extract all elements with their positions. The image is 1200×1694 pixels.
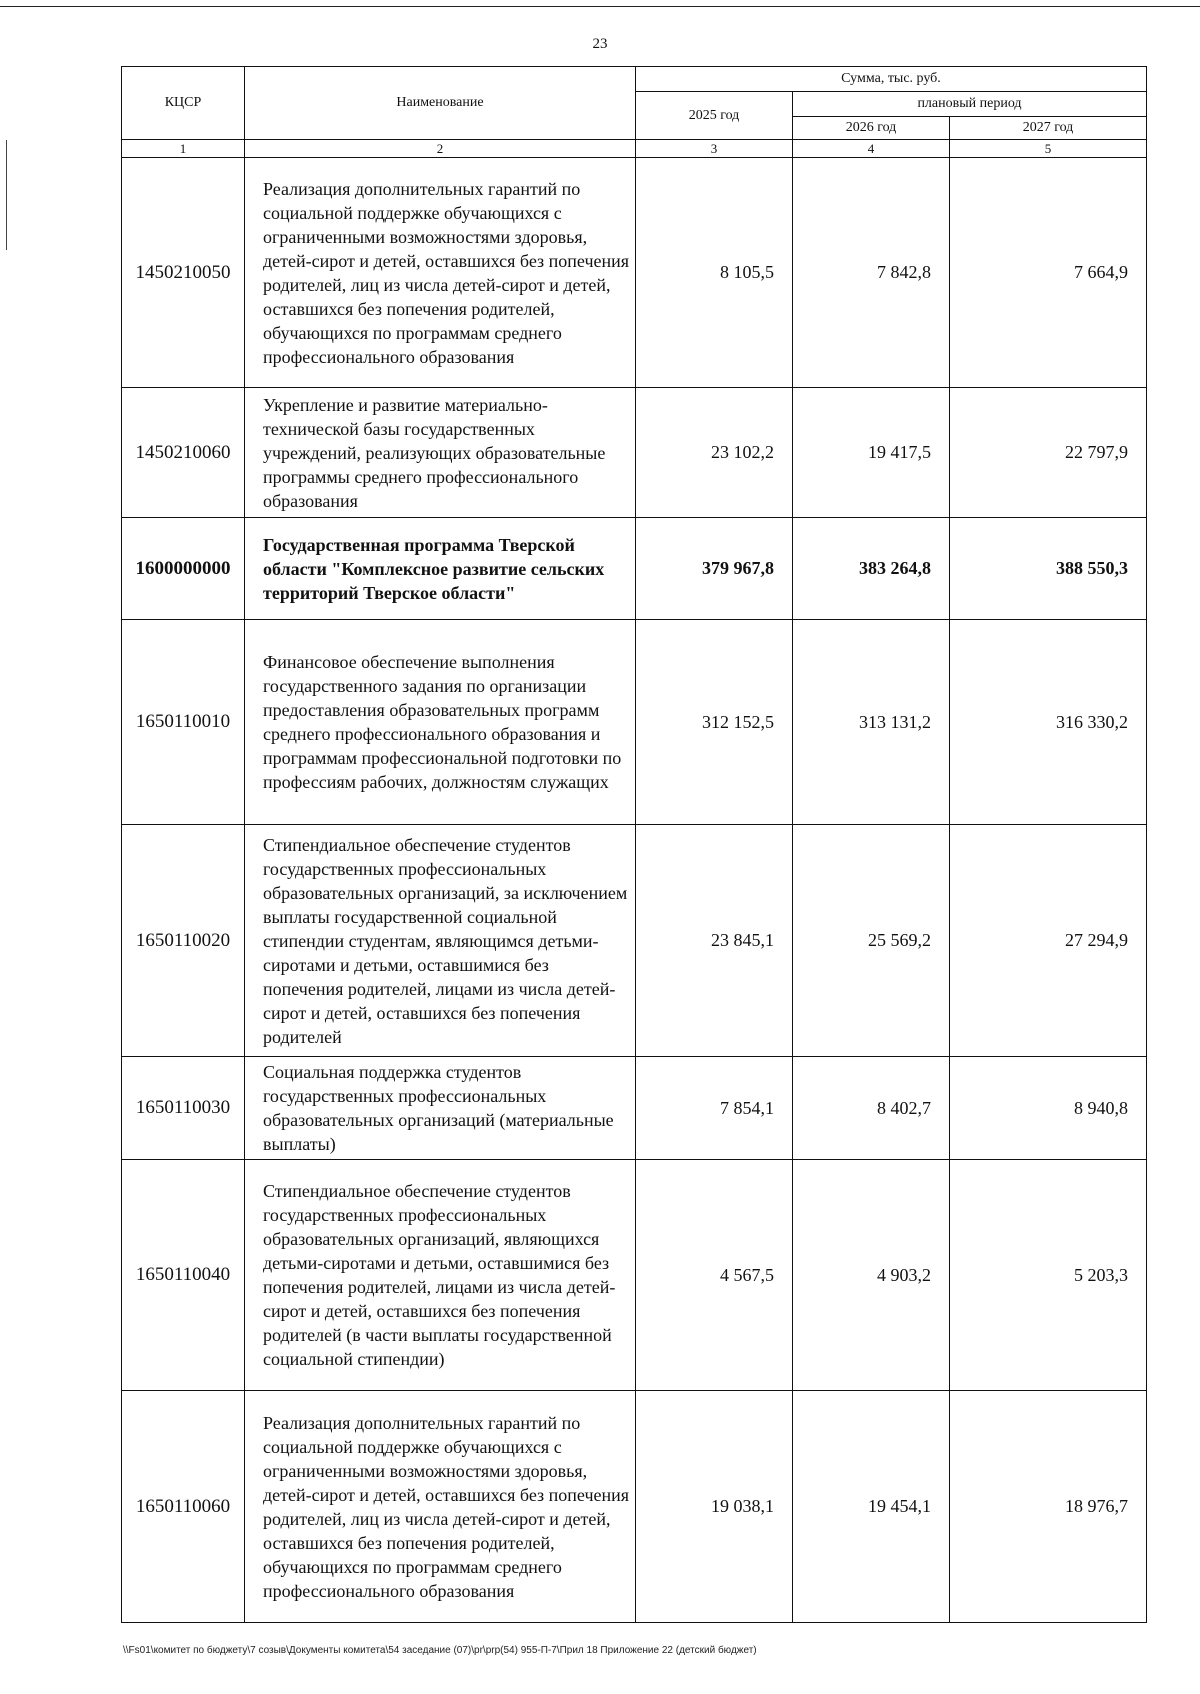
row-name: Реализация дополнительных гарантий по социальной поддержке обучающихся с ограниченными возможностями здоровья, детей-сирот и детей, оставшихся без попечения родителей, лиц из числа детей-сирот и детей, оставшихся без попечения родителей, обучающихся по программам среднего профессионального образования <box>245 1391 636 1623</box>
row-value-2026: 4 903,2 <box>793 1160 950 1391</box>
row-code: 1650110020 <box>122 825 245 1057</box>
row-name: Государственная программа Тверской области "Комплексное развитие сельских территорий Тверское области" <box>245 518 636 620</box>
row-value-2025: 379 967,8 <box>636 518 793 620</box>
row-value-2027: 316 330,2 <box>950 620 1147 825</box>
row-value-2025: 8 105,5 <box>636 158 793 388</box>
header-row-1 <box>122 67 1147 92</box>
header-year-2025: 2025 год <box>636 92 793 140</box>
row-code: 1450210050 <box>122 158 245 388</box>
row-value-2026: 313 131,2 <box>793 620 950 825</box>
row-name: Стипендиальное обеспечение студентов государственных профессиональных образовательных организаций, являющихся детьми-сиротами и детьми, оставшимися без попечения родителей, лицами из числа детей-сирот и детей, оставшихся без попечения родителей (в части выплаты государственной социальной стипендии) <box>245 1160 636 1391</box>
row-value-2025: 4 567,5 <box>636 1160 793 1391</box>
table-row <box>122 1391 1147 1623</box>
row-value-2027: 22 797,9 <box>950 388 1147 518</box>
row-code: 1650110010 <box>122 620 245 825</box>
budget-table <box>121 66 1147 1623</box>
page-number: 23 <box>592 36 608 52</box>
row-value-2026: 19 417,5 <box>793 388 950 518</box>
row-value-2026: 383 264,8 <box>793 518 950 620</box>
row-value-2026: 8 402,7 <box>793 1057 950 1160</box>
row-name: Финансовое обеспечение выполнения государственного задания по организации предоставления образовательных программ среднего профессионального образования и программам профессиональной подготовки по профессиям рабочих, должностям служащих <box>245 620 636 825</box>
header-year-2026: 2026 год <box>793 117 950 140</box>
row-value-2025: 7 854,1 <box>636 1057 793 1160</box>
row-value-2025: 312 152,5 <box>636 620 793 825</box>
row-name: Укрепление и развитие материально-технической базы государственных учреждений, реализующих образовательные программы среднего профессионального образования <box>245 388 636 518</box>
table-row <box>122 388 1147 518</box>
row-code: 1600000000 <box>122 518 245 620</box>
binding-mark <box>6 140 7 250</box>
row-value-2026: 7 842,8 <box>793 158 950 388</box>
row-value-2025: 23 102,2 <box>636 388 793 518</box>
column-number: 4 <box>793 140 950 158</box>
row-value-2025: 19 038,1 <box>636 1391 793 1623</box>
row-code: 1650110060 <box>122 1391 245 1623</box>
row-code: 1650110030 <box>122 1057 245 1160</box>
table-row-program <box>122 518 1147 620</box>
row-value-2026: 19 454,1 <box>793 1391 950 1623</box>
table-row <box>122 1057 1147 1160</box>
row-value-2027: 18 976,7 <box>950 1391 1147 1623</box>
table-row <box>122 620 1147 825</box>
column-number: 1 <box>122 140 245 158</box>
row-name: Реализация дополнительных гарантий по социальной поддержке обучающихся с ограниченными возможностями здоровья, детей-сирот и детей, оставшихся без попечения родителей, лиц из числа детей-сирот и детей, оставшихся без попечения родителей, обучающихся по программам среднего профессионального образования <box>245 158 636 388</box>
top-rule <box>0 6 1200 7</box>
footer-file-path: \\Fs01\комитет по бюджету\7 созыв\Документы комитета\54 заседание (07)\pr\prp(54) 955-П-7\Прил 18 Приложение 22 (детский бюджет) <box>123 1645 757 1656</box>
table-row <box>122 158 1147 388</box>
row-value-2026: 25 569,2 <box>793 825 950 1057</box>
row-value-2027: 8 940,8 <box>950 1057 1147 1160</box>
header-amount: Сумма, тыс. руб. <box>636 67 1147 92</box>
header-code: КЦСР <box>122 67 245 140</box>
row-value-2027: 7 664,9 <box>950 158 1147 388</box>
column-number: 3 <box>636 140 793 158</box>
row-value-2027: 5 203,3 <box>950 1160 1147 1391</box>
row-value-2025: 23 845,1 <box>636 825 793 1057</box>
header-name: Наименование <box>245 67 636 140</box>
row-value-2027: 388 550,3 <box>950 518 1147 620</box>
header-year-2027: 2027 год <box>950 117 1147 140</box>
table-row <box>122 825 1147 1057</box>
table-row <box>122 1160 1147 1391</box>
row-code: 1650110040 <box>122 1160 245 1391</box>
row-name: Стипендиальное обеспечение студентов государственных профессиональных образовательных организаций, за исключением выплаты государственной социальной стипендии студентам, являющимся детьми-сиротами и детьми, оставшимися без попечения родителей, лицами из числа детей-сирот и детей, оставшихся без попечения родителей <box>245 825 636 1057</box>
column-number: 2 <box>245 140 636 158</box>
column-number-row <box>122 140 1147 158</box>
row-code: 1450210060 <box>122 388 245 518</box>
column-number: 5 <box>950 140 1147 158</box>
row-name: Социальная поддержка студентов государственных профессиональных образовательных организаций (материальные выплаты) <box>245 1057 636 1160</box>
row-value-2027: 27 294,9 <box>950 825 1147 1057</box>
header-planned-period: плановый период <box>793 92 1147 117</box>
